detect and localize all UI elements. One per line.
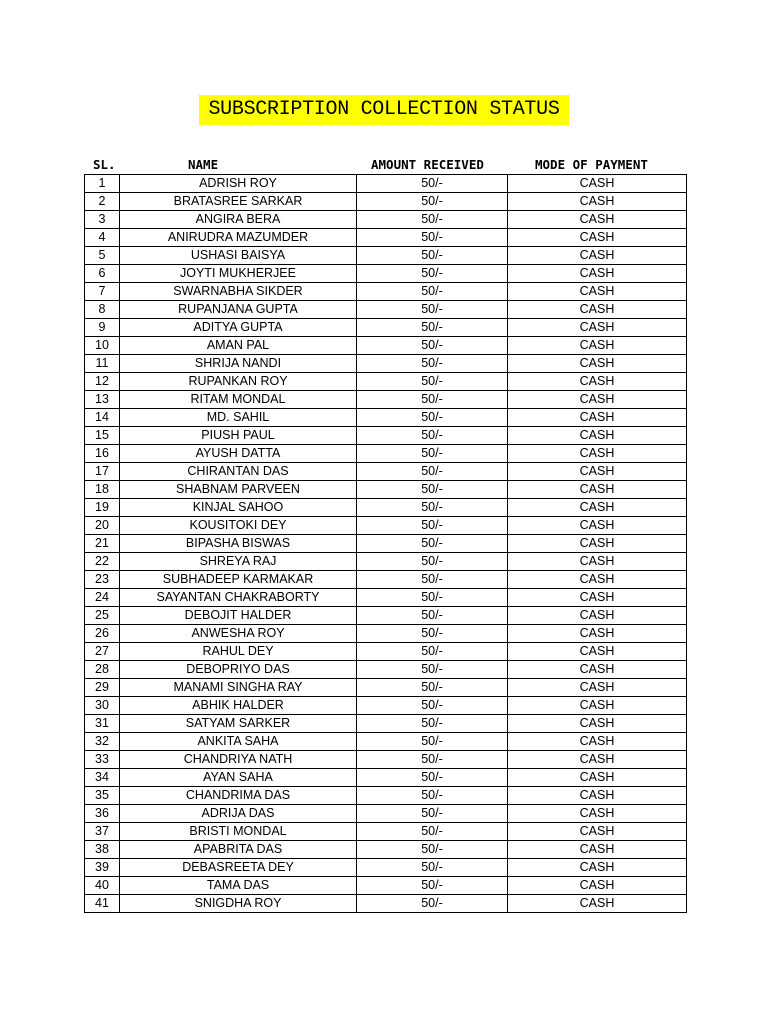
sl-cell: 34 bbox=[85, 769, 120, 787]
table-row bbox=[85, 337, 687, 355]
mode-cell: CASH bbox=[508, 625, 687, 643]
sl-cell: 9 bbox=[85, 319, 120, 337]
table-row bbox=[85, 391, 687, 409]
mode-cell: CASH bbox=[508, 679, 687, 697]
amount-cell: 50/- bbox=[357, 517, 508, 535]
sl-cell: 20 bbox=[85, 517, 120, 535]
amount-cell: 50/- bbox=[357, 553, 508, 571]
table-row bbox=[85, 571, 687, 589]
name-cell: ABHIK HALDER bbox=[120, 697, 357, 715]
mode-cell: CASH bbox=[508, 427, 687, 445]
amount-cell: 50/- bbox=[357, 715, 508, 733]
mode-cell: CASH bbox=[508, 319, 687, 337]
name-cell: AYAN SAHA bbox=[120, 769, 357, 787]
header-amount: AMOUNT RECEIVED bbox=[371, 157, 484, 172]
sl-cell: 17 bbox=[85, 463, 120, 481]
name-cell: ANWESHA ROY bbox=[120, 625, 357, 643]
sl-cell: 22 bbox=[85, 553, 120, 571]
amount-cell: 50/- bbox=[357, 697, 508, 715]
table-row bbox=[85, 373, 687, 391]
table-row bbox=[85, 661, 687, 679]
amount-cell: 50/- bbox=[357, 679, 508, 697]
table-row bbox=[85, 247, 687, 265]
sl-cell: 27 bbox=[85, 643, 120, 661]
name-cell: SHREYA RAJ bbox=[120, 553, 357, 571]
mode-cell: CASH bbox=[508, 643, 687, 661]
table-row bbox=[85, 895, 687, 913]
mode-cell: CASH bbox=[508, 877, 687, 895]
name-cell: RITAM MONDAL bbox=[120, 391, 357, 409]
amount-cell: 50/- bbox=[357, 643, 508, 661]
table-body bbox=[85, 175, 687, 913]
amount-cell: 50/- bbox=[357, 283, 508, 301]
name-cell: DEBASREETA DEY bbox=[120, 859, 357, 877]
sl-cell: 6 bbox=[85, 265, 120, 283]
name-cell: JOYTI MUKHERJEE bbox=[120, 265, 357, 283]
header-name: NAME bbox=[188, 157, 219, 172]
sl-cell: 14 bbox=[85, 409, 120, 427]
table-row bbox=[85, 805, 687, 823]
name-cell: ANGIRA BERA bbox=[120, 211, 357, 229]
mode-cell: CASH bbox=[508, 337, 687, 355]
amount-cell: 50/- bbox=[357, 787, 508, 805]
mode-cell: CASH bbox=[508, 895, 687, 913]
table-row bbox=[85, 301, 687, 319]
amount-cell: 50/- bbox=[357, 247, 508, 265]
name-cell: CHANDRIMA DAS bbox=[120, 787, 357, 805]
table-row bbox=[85, 553, 687, 571]
table-row bbox=[85, 859, 687, 877]
table-row bbox=[85, 463, 687, 481]
amount-cell: 50/- bbox=[357, 409, 508, 427]
table-row bbox=[85, 751, 687, 769]
amount-cell: 50/- bbox=[357, 265, 508, 283]
mode-cell: CASH bbox=[508, 463, 687, 481]
amount-cell: 50/- bbox=[357, 625, 508, 643]
name-cell: MD. SAHIL bbox=[120, 409, 357, 427]
name-cell: KOUSITOKI DEY bbox=[120, 517, 357, 535]
name-cell: AMAN PAL bbox=[120, 337, 357, 355]
sl-cell: 7 bbox=[85, 283, 120, 301]
amount-cell: 50/- bbox=[357, 733, 508, 751]
sl-cell: 31 bbox=[85, 715, 120, 733]
amount-cell: 50/- bbox=[357, 535, 508, 553]
sl-cell: 29 bbox=[85, 679, 120, 697]
table-row bbox=[85, 643, 687, 661]
table-row bbox=[85, 733, 687, 751]
amount-cell: 50/- bbox=[357, 175, 508, 193]
table-row bbox=[85, 427, 687, 445]
name-cell: BIPASHA BISWAS bbox=[120, 535, 357, 553]
mode-cell: CASH bbox=[508, 553, 687, 571]
mode-cell: CASH bbox=[508, 355, 687, 373]
table-row bbox=[85, 769, 687, 787]
name-cell: DEBOJIT HALDER bbox=[120, 607, 357, 625]
sl-cell: 39 bbox=[85, 859, 120, 877]
name-cell: USHASI BAISYA bbox=[120, 247, 357, 265]
sl-cell: 26 bbox=[85, 625, 120, 643]
mode-cell: CASH bbox=[508, 373, 687, 391]
table-header bbox=[84, 157, 686, 173]
name-cell: ANKITA SAHA bbox=[120, 733, 357, 751]
sl-cell: 23 bbox=[85, 571, 120, 589]
table-row bbox=[85, 445, 687, 463]
amount-cell: 50/- bbox=[357, 481, 508, 499]
sl-cell: 37 bbox=[85, 823, 120, 841]
amount-cell: 50/- bbox=[357, 301, 508, 319]
name-cell: CHIRANTAN DAS bbox=[120, 463, 357, 481]
table-row bbox=[85, 823, 687, 841]
mode-cell: CASH bbox=[508, 733, 687, 751]
mode-cell: CASH bbox=[508, 769, 687, 787]
subscription-table bbox=[84, 174, 687, 913]
sl-cell: 38 bbox=[85, 841, 120, 859]
name-cell: SUBHADEEP KARMAKAR bbox=[120, 571, 357, 589]
mode-cell: CASH bbox=[508, 697, 687, 715]
sl-cell: 5 bbox=[85, 247, 120, 265]
name-cell: MANAMI SINGHA RAY bbox=[120, 679, 357, 697]
sl-cell: 1 bbox=[85, 175, 120, 193]
mode-cell: CASH bbox=[508, 391, 687, 409]
mode-cell: CASH bbox=[508, 445, 687, 463]
header-sl: SL. bbox=[93, 157, 116, 172]
amount-cell: 50/- bbox=[357, 607, 508, 625]
mode-cell: CASH bbox=[508, 859, 687, 877]
table-row bbox=[85, 481, 687, 499]
amount-cell: 50/- bbox=[357, 445, 508, 463]
mode-cell: CASH bbox=[508, 571, 687, 589]
mode-cell: CASH bbox=[508, 751, 687, 769]
name-cell: APABRITA DAS bbox=[120, 841, 357, 859]
mode-cell: CASH bbox=[508, 841, 687, 859]
sl-cell: 11 bbox=[85, 355, 120, 373]
name-cell: CHANDRIYA NATH bbox=[120, 751, 357, 769]
mode-cell: CASH bbox=[508, 229, 687, 247]
table-row bbox=[85, 265, 687, 283]
mode-cell: CASH bbox=[508, 283, 687, 301]
sl-cell: 4 bbox=[85, 229, 120, 247]
name-cell: SWARNABHA SIKDER bbox=[120, 283, 357, 301]
sl-cell: 30 bbox=[85, 697, 120, 715]
sl-cell: 2 bbox=[85, 193, 120, 211]
amount-cell: 50/- bbox=[357, 193, 508, 211]
amount-cell: 50/- bbox=[357, 337, 508, 355]
table-row bbox=[85, 535, 687, 553]
sl-cell: 24 bbox=[85, 589, 120, 607]
name-cell: AYUSH DATTA bbox=[120, 445, 357, 463]
table-row bbox=[85, 409, 687, 427]
amount-cell: 50/- bbox=[357, 463, 508, 481]
sl-cell: 16 bbox=[85, 445, 120, 463]
table-row bbox=[85, 175, 687, 193]
mode-cell: CASH bbox=[508, 607, 687, 625]
mode-cell: CASH bbox=[508, 301, 687, 319]
sl-cell: 33 bbox=[85, 751, 120, 769]
sl-cell: 19 bbox=[85, 499, 120, 517]
sl-cell: 13 bbox=[85, 391, 120, 409]
amount-cell: 50/- bbox=[357, 211, 508, 229]
sl-cell: 32 bbox=[85, 733, 120, 751]
name-cell: TAMA DAS bbox=[120, 877, 357, 895]
mode-cell: CASH bbox=[508, 265, 687, 283]
name-cell: SHRIJA NANDI bbox=[120, 355, 357, 373]
sl-cell: 3 bbox=[85, 211, 120, 229]
amount-cell: 50/- bbox=[357, 427, 508, 445]
name-cell: BRATASREE SARKAR bbox=[120, 193, 357, 211]
sl-cell: 36 bbox=[85, 805, 120, 823]
name-cell: ADRISH ROY bbox=[120, 175, 357, 193]
table-row bbox=[85, 589, 687, 607]
mode-cell: CASH bbox=[508, 193, 687, 211]
mode-cell: CASH bbox=[508, 517, 687, 535]
table-row bbox=[85, 841, 687, 859]
name-cell: SHABNAM PARVEEN bbox=[120, 481, 357, 499]
amount-cell: 50/- bbox=[357, 751, 508, 769]
sl-cell: 28 bbox=[85, 661, 120, 679]
name-cell: ADRIJA DAS bbox=[120, 805, 357, 823]
amount-cell: 50/- bbox=[357, 229, 508, 247]
mode-cell: CASH bbox=[508, 589, 687, 607]
sl-cell: 25 bbox=[85, 607, 120, 625]
sl-cell: 15 bbox=[85, 427, 120, 445]
mode-cell: CASH bbox=[508, 175, 687, 193]
amount-cell: 50/- bbox=[357, 805, 508, 823]
sl-cell: 21 bbox=[85, 535, 120, 553]
name-cell: SNIGDHA ROY bbox=[120, 895, 357, 913]
mode-cell: CASH bbox=[508, 787, 687, 805]
mode-cell: CASH bbox=[508, 409, 687, 427]
table-row bbox=[85, 193, 687, 211]
amount-cell: 50/- bbox=[357, 841, 508, 859]
mode-cell: CASH bbox=[508, 715, 687, 733]
table-row bbox=[85, 229, 687, 247]
mode-cell: CASH bbox=[508, 247, 687, 265]
table-row bbox=[85, 715, 687, 733]
name-cell: RUPANKAN ROY bbox=[120, 373, 357, 391]
mode-cell: CASH bbox=[508, 499, 687, 517]
name-cell: RAHUL DEY bbox=[120, 643, 357, 661]
name-cell: SAYANTAN CHAKRABORTY bbox=[120, 589, 357, 607]
amount-cell: 50/- bbox=[357, 499, 508, 517]
amount-cell: 50/- bbox=[357, 355, 508, 373]
table-row bbox=[85, 517, 687, 535]
name-cell: PIUSH PAUL bbox=[120, 427, 357, 445]
amount-cell: 50/- bbox=[357, 589, 508, 607]
sl-cell: 41 bbox=[85, 895, 120, 913]
sl-cell: 8 bbox=[85, 301, 120, 319]
table-row bbox=[85, 877, 687, 895]
document-title: SUBSCRIPTION COLLECTION STATUS bbox=[199, 95, 569, 125]
sl-cell: 18 bbox=[85, 481, 120, 499]
amount-cell: 50/- bbox=[357, 769, 508, 787]
amount-cell: 50/- bbox=[357, 823, 508, 841]
table-row bbox=[85, 607, 687, 625]
sl-cell: 35 bbox=[85, 787, 120, 805]
table-row bbox=[85, 625, 687, 643]
amount-cell: 50/- bbox=[357, 571, 508, 589]
table-row bbox=[85, 355, 687, 373]
name-cell: SATYAM SARKER bbox=[120, 715, 357, 733]
sl-cell: 12 bbox=[85, 373, 120, 391]
mode-cell: CASH bbox=[508, 481, 687, 499]
name-cell: KINJAL SAHOO bbox=[120, 499, 357, 517]
amount-cell: 50/- bbox=[357, 661, 508, 679]
amount-cell: 50/- bbox=[357, 859, 508, 877]
sl-cell: 10 bbox=[85, 337, 120, 355]
table-row bbox=[85, 679, 687, 697]
amount-cell: 50/- bbox=[357, 877, 508, 895]
mode-cell: CASH bbox=[508, 805, 687, 823]
mode-cell: CASH bbox=[508, 823, 687, 841]
table-row bbox=[85, 787, 687, 805]
table-row bbox=[85, 319, 687, 337]
header-mode: MODE OF PAYMENT bbox=[535, 157, 648, 172]
name-cell: DEBOPRIYO DAS bbox=[120, 661, 357, 679]
name-cell: ADITYA GUPTA bbox=[120, 319, 357, 337]
amount-cell: 50/- bbox=[357, 373, 508, 391]
amount-cell: 50/- bbox=[357, 319, 508, 337]
name-cell: RUPANJANA GUPTA bbox=[120, 301, 357, 319]
amount-cell: 50/- bbox=[357, 391, 508, 409]
amount-cell: 50/- bbox=[357, 895, 508, 913]
table-row bbox=[85, 283, 687, 301]
mode-cell: CASH bbox=[508, 535, 687, 553]
name-cell: ANIRUDRA MAZUMDER bbox=[120, 229, 357, 247]
table-row bbox=[85, 697, 687, 715]
mode-cell: CASH bbox=[508, 211, 687, 229]
table-row bbox=[85, 499, 687, 517]
sl-cell: 40 bbox=[85, 877, 120, 895]
name-cell: BRISTI MONDAL bbox=[120, 823, 357, 841]
mode-cell: CASH bbox=[508, 661, 687, 679]
table-row bbox=[85, 211, 687, 229]
